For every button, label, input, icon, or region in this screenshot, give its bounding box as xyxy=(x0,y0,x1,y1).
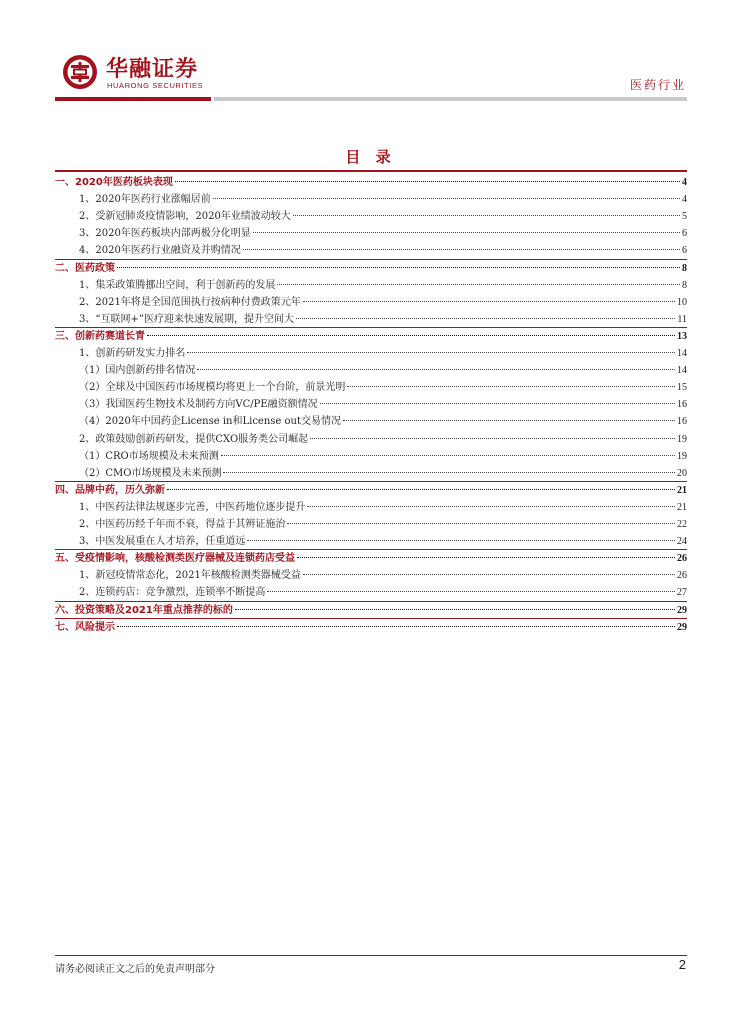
toc-entry-title: 六、投资策略及2021年重点推荐的标的 xyxy=(55,604,233,616)
toc-entry[interactable] xyxy=(79,379,687,397)
toc-entry-title: 2、受新冠肺炎疫情影响，2020年业绩波动较大 xyxy=(79,211,291,223)
toc-section-entry[interactable] xyxy=(55,550,687,568)
toc-entry-page: 15 xyxy=(677,382,687,394)
toc-leader-dots xyxy=(253,232,680,233)
industry-label: 医药行业 xyxy=(629,78,686,92)
toc-leader-dots xyxy=(223,472,675,473)
toc-entry-page: 11 xyxy=(677,313,687,325)
toc-entry-page: 4 xyxy=(682,177,687,188)
toc-entry-title: （4）2020年中国药企License in和License out交易情况 xyxy=(79,416,341,428)
toc-entry-page: 19 xyxy=(677,433,687,445)
toc-entry-page: 13 xyxy=(677,330,687,342)
toc-entry-title: 五、受疫情影响，核酸检测类医疗器械及连锁药店受益 xyxy=(55,553,295,565)
toc-entry-page: 19 xyxy=(677,450,687,462)
toc-entry[interactable] xyxy=(79,345,687,363)
footer-disclaimer: 请务必阅读正文之后的免责声明部分 xyxy=(55,964,215,975)
toc-entry-page: 5 xyxy=(682,211,687,223)
toc-entry-title: 七、风险提示 xyxy=(55,621,115,633)
toc-entry[interactable] xyxy=(79,499,687,517)
toc-entry-title: 2、2021年将是全国范围执行按病种付费政策元年 xyxy=(79,296,301,308)
toc-entry-page: 27 xyxy=(677,587,687,599)
toc-entry[interactable] xyxy=(79,277,687,295)
toc-leader-dots xyxy=(347,386,675,387)
toc-entry-title: 2、政策鼓励创新药研发，提供CXO服务类公司崛起 xyxy=(79,433,309,445)
toc-entry-title: （3）我国医药生物技术及制药方向VC/PE融资额情况 xyxy=(79,399,318,411)
toc-entry-page: 21 xyxy=(677,501,687,513)
footer-rule xyxy=(55,955,687,956)
toc-leader-dots xyxy=(343,420,675,421)
toc-entry-title: 3、中医发展重在人才培养，任重道远 xyxy=(79,536,246,548)
toc-title: 目 录 xyxy=(345,148,396,166)
toc-leader-dots xyxy=(175,181,680,182)
toc-leader-dots xyxy=(310,438,675,439)
toc-entry-page: 29 xyxy=(677,621,687,633)
header-bar-gray xyxy=(214,97,687,101)
toc-entry-title: 三、创新药赛道长青 xyxy=(55,330,145,342)
toc-leader-dots xyxy=(303,301,675,302)
toc-entry-title: 4、2020年医药行业融资及并购情况 xyxy=(79,245,241,257)
toc-leader-dots xyxy=(117,626,675,627)
toc-leader-dots xyxy=(307,506,675,507)
toc-leader-dots xyxy=(167,489,675,490)
toc-entry-page: 4 xyxy=(682,194,687,206)
toc-leader-dots xyxy=(287,523,675,524)
page-header xyxy=(0,0,741,110)
toc-leader-dots xyxy=(235,609,675,610)
toc-entry[interactable] xyxy=(79,431,687,449)
toc-leader-dots xyxy=(213,198,680,199)
header-bar-red xyxy=(55,97,211,101)
toc-entry-title: 3、“互联网+”医疗迎来快速发展期，提升空间大 xyxy=(79,313,294,325)
toc-entry-title: 2、中医药历经千年而不衰，得益于其辨证施治 xyxy=(79,519,286,530)
page-number: 2 xyxy=(678,957,686,972)
toc-entry-title: 一、2020年医药板块表现 xyxy=(55,177,173,188)
brand-name-en: HUARONG SECURITIES xyxy=(107,81,204,90)
toc-title-rule xyxy=(55,170,687,172)
toc-leader-dots xyxy=(197,369,675,370)
toc-leader-dots xyxy=(296,318,675,319)
toc-entry-page: 10 xyxy=(677,296,687,308)
toc-entry-title: （1）CRO市场规模及未来预测 xyxy=(79,450,219,462)
toc-entry[interactable] xyxy=(79,396,687,414)
toc-leader-dots xyxy=(117,267,680,268)
toc-entry-title: （2）全球及中国医药市场规模均将更上一个台阶，前景光明 xyxy=(79,382,346,394)
toc-entry[interactable] xyxy=(79,225,687,243)
toc-leader-dots xyxy=(147,335,675,336)
toc-section-entry[interactable] xyxy=(55,260,687,278)
toc-leader-dots xyxy=(303,574,675,575)
toc-entry-title: 1、创新药研发实力排名 xyxy=(79,348,186,359)
toc-entry-page: 26 xyxy=(677,570,687,582)
toc-entry[interactable] xyxy=(79,567,687,585)
toc-entry-title: （2）CMO市场规模及未来预测 xyxy=(79,467,222,479)
toc-entry-title: 3、2020年医药板块内部两极分化明显 xyxy=(79,228,251,240)
toc-section-entry[interactable] xyxy=(55,619,687,637)
toc-entry[interactable] xyxy=(79,448,687,466)
toc-entry-page: 24 xyxy=(677,536,687,548)
toc-leader-dots xyxy=(221,455,675,456)
toc-entry[interactable] xyxy=(79,294,687,312)
toc-entry[interactable] xyxy=(79,516,687,534)
toc-leader-dots xyxy=(243,249,680,250)
toc-entry-page: 6 xyxy=(682,228,687,240)
toc-section-entry[interactable] xyxy=(55,482,687,500)
toc-entry-page: 21 xyxy=(677,484,687,496)
huarong-logo-icon xyxy=(62,54,98,90)
toc-entry-title: 1、新冠疫情常态化，2021年核酸检测类器械受益 xyxy=(79,570,301,582)
toc-entry-page: 14 xyxy=(677,365,687,377)
toc-entry-page: 16 xyxy=(677,399,687,411)
brand-name-cn: 华融证券 xyxy=(106,57,199,82)
toc-section-entry[interactable] xyxy=(55,174,687,192)
toc-entry-title: 1、集采政策腾挪出空间，利于创新药的发展 xyxy=(79,279,276,291)
toc-entry-page: 29 xyxy=(677,604,687,616)
toc-section-entry[interactable] xyxy=(55,328,687,346)
toc-leader-dots xyxy=(277,284,680,285)
toc-entry[interactable] xyxy=(79,413,687,431)
toc-leader-dots xyxy=(247,540,675,541)
toc-entry-title: 二、医药政策 xyxy=(55,262,115,274)
toc-entry-title: 2、连锁药店：竞争激烈，连锁率不断提高 xyxy=(79,587,266,599)
toc-leader-dots xyxy=(267,591,675,592)
toc-entry-title: 1、2020年医药行业涨幅居前 xyxy=(79,194,211,206)
toc-leader-dots xyxy=(297,557,675,558)
toc-entry-title: （1）国内创新药排名情况 xyxy=(79,365,196,377)
toc-entry-title: 四、品牌中药，历久弥新 xyxy=(55,484,165,496)
toc-entry-page: 26 xyxy=(677,553,687,565)
toc-entry-page: 6 xyxy=(682,245,687,257)
toc-entry-title: 1、中医药法律法规逐步完善，中医药地位逐步提升 xyxy=(79,501,306,513)
toc-entry-page: 14 xyxy=(677,348,687,359)
toc-entry-page: 20 xyxy=(677,467,687,479)
toc-entry-page: 22 xyxy=(677,519,687,530)
toc-entry-page: 8 xyxy=(682,279,687,291)
toc-entry[interactable] xyxy=(79,362,687,380)
toc-entry-page: 8 xyxy=(682,262,687,274)
toc-leader-dots xyxy=(293,215,680,216)
toc-entry-page: 16 xyxy=(677,416,687,428)
toc-entry[interactable] xyxy=(79,191,687,209)
toc-entry[interactable] xyxy=(79,208,687,226)
toc-leader-dots xyxy=(320,403,675,404)
toc-leader-dots xyxy=(187,352,675,353)
